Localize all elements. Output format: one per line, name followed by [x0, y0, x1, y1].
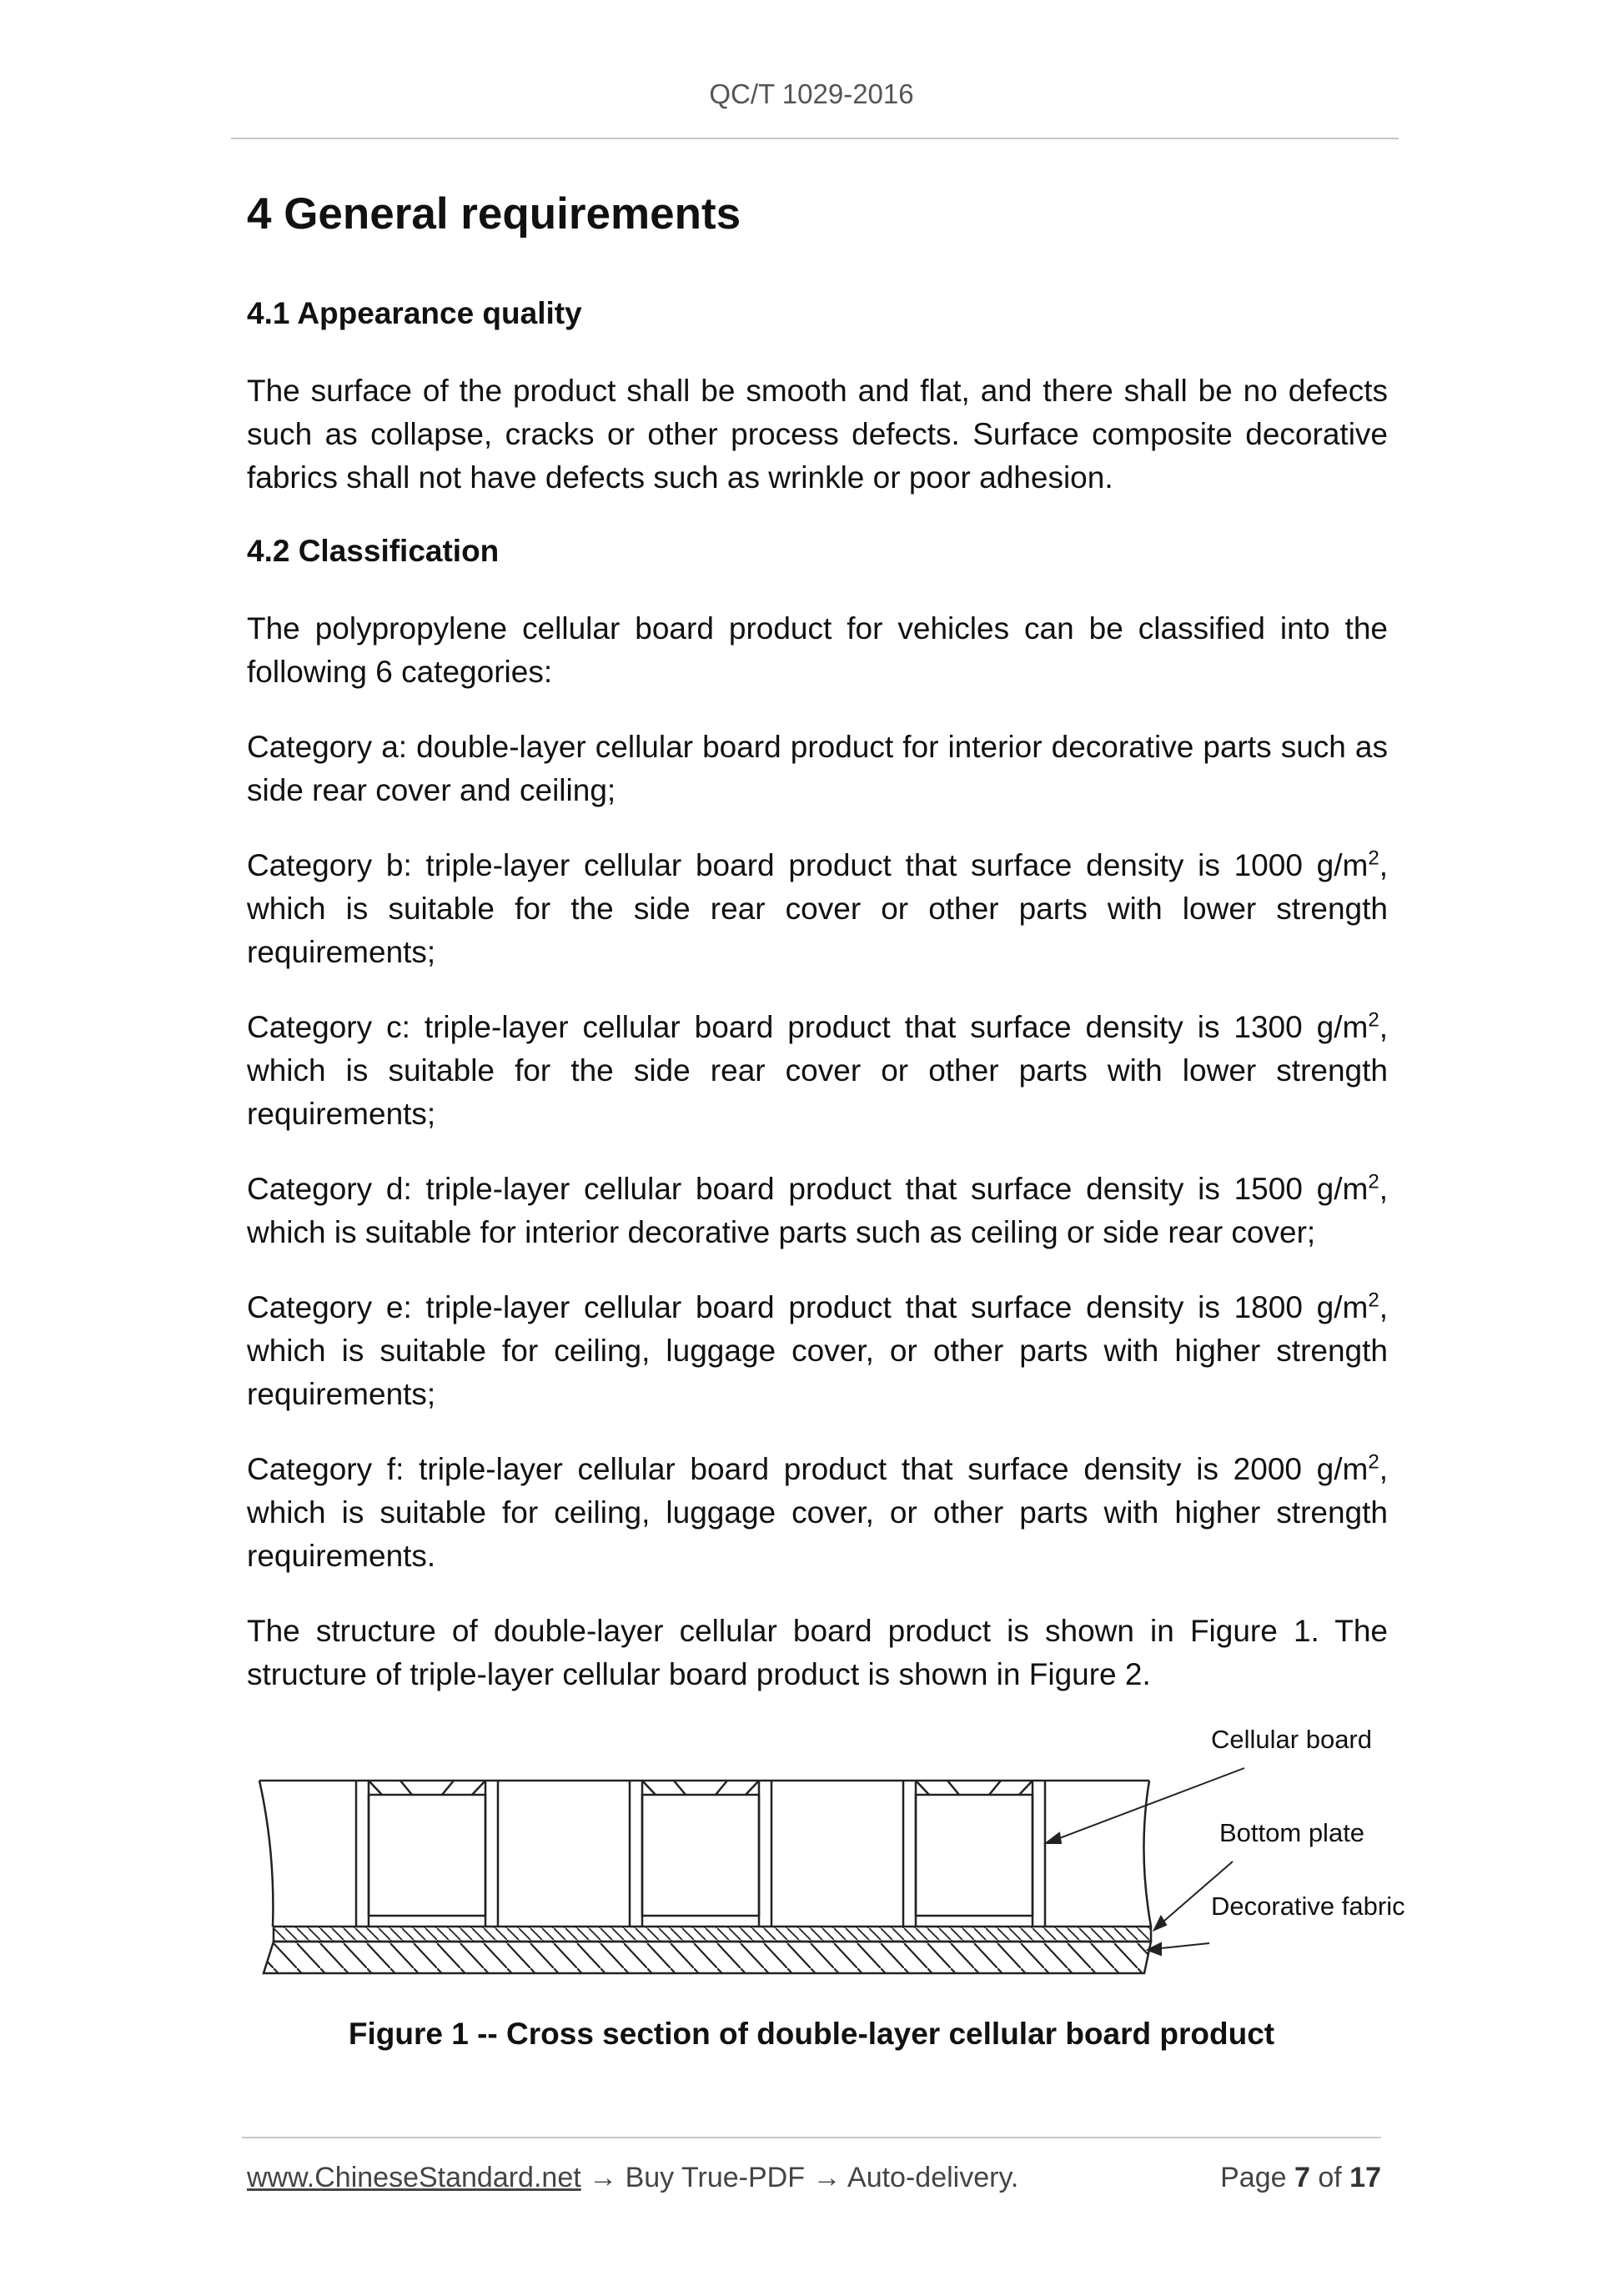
document-code: QC/T 1029-2016 [709, 78, 914, 109]
site-link[interactable]: www.ChineseStandard.net [247, 2162, 581, 2193]
classification-intro: The polypropylene cellular board product for vehicles can be classified into the following 6 categories: [247, 611, 1388, 689]
category-b-paragraph: Category b: triple-layer cellular board product that surface density is 1000 $g/m^2$, which is suitable for the side rear cover or other parts with lower strength requirements; [247, 847, 1388, 969]
page-number: 7 [1294, 2162, 1310, 2193]
category-c-paragraph: Category c: triple-layer cellular board product that surface density is 1300 $g/m^2$, which is suitable for the side rear cover or other parts with lower strength requirements; [247, 1008, 1388, 1131]
cross-section-figure [250, 1718, 1435, 1985]
header-divider [231, 138, 1399, 139]
label-decorative-fabric: Decorative fabric [1211, 1892, 1405, 1921]
category-d-paragraph: Category d: triple-layer cellular board product that surface density is 1500 $g/m^2$, which is suitable for interior decorative parts such as ceiling or side rear cover; [247, 1170, 1388, 1249]
structure-paragraph: The structure of double-layer cellular board product is shown in Figure 1. The structure of triple-layer cellular board product is shown in Figure 2. [247, 1614, 1388, 1691]
cellular-board-cells [356, 1781, 1045, 1927]
delivery-text: Auto-delivery. [847, 2162, 1019, 2193]
figure-caption: Figure 1 -- Cross section of double-layer cellular board product [348, 2017, 1275, 2051]
page-indicator [1220, 2162, 1381, 2194]
bottom-plate-layer [264, 1942, 1151, 1973]
page-total: 17 [1349, 2162, 1381, 2193]
section-title: 4 General requirements [247, 189, 741, 239]
page-word: Page [1220, 2162, 1287, 2193]
of-word: of [1318, 2162, 1342, 2193]
category-f-paragraph: Category f: triple-layer cellular board product that surface density is 2000 $g/m^2$, which is suitable for ceiling, luggage cover, or other parts with higher strength requirements. [247, 1450, 1388, 1573]
arrow-icon: → [812, 2162, 842, 2193]
appearance-paragraph: The surface of the product shall be smooth and flat, and there shall be no defects such as collapse, cracks or other process defects. Surface composite decorative fabrics shall not have defects such as wrinkle or poor adhesion. [247, 374, 1388, 495]
category-e-paragraph: Category e: triple-layer cellular board product that surface density is 1800 $g/m^2$, which is suitable for ceiling, luggage cover, or other parts with higher strength requirements; [247, 1289, 1388, 1411]
subsection-title-classification: 4.2 Classification [247, 534, 500, 568]
decorative-fabric-layer [274, 1927, 1151, 1942]
buy-text: Buy True-PDF [625, 2162, 805, 2193]
label-cellular-board: Cellular board [1211, 1725, 1372, 1754]
subsection-title-appearance: 4.1 Appearance quality [247, 296, 582, 330]
footer-left [247, 2162, 1018, 2194]
footer-divider [242, 2137, 1381, 2138]
category-a-paragraph: Category a: double-layer cellular board product for interior decorative parts such as side rear cover and ceiling; [247, 730, 1388, 807]
label-bottom-plate: Bottom plate [1219, 1818, 1365, 1847]
arrow-icon: → [589, 2162, 618, 2193]
